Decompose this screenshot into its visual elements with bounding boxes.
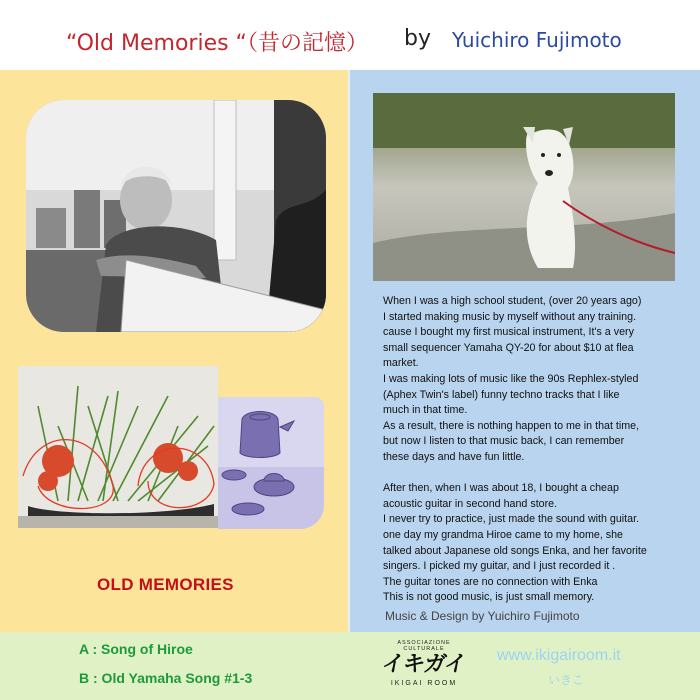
- story-line: This is not good music, is just small memory.: [383, 591, 595, 604]
- story-line: I was making lots of music like the 90s Rephlex-styled: [383, 372, 639, 385]
- story-line: acoustic guitar in second hand store.: [383, 497, 558, 510]
- story-line: talked about Japanese old songs Enka, and her favorite: [383, 544, 647, 557]
- logo-association-text: ASSOCIAZIONE CULTURALE: [397, 640, 451, 652]
- website-link[interactable]: www.ikigairoom.it: [497, 647, 621, 664]
- story-line: market.: [383, 357, 419, 370]
- story-line: singers. I picked my guitar, and I just recorded it .: [383, 560, 616, 573]
- story-line: The guitar tones are no connection with Enka: [383, 575, 598, 588]
- story-line: but now I listen to that music back, I can remember: [383, 435, 625, 448]
- track-b: B : Old Yamaha Song #1-3: [79, 670, 253, 686]
- logo-room-text: IKIGAI ROOM: [390, 680, 458, 687]
- panel-divider: [348, 70, 350, 632]
- album-title: “Old Memories “（昔の記憶）: [66, 31, 368, 56]
- flower-arrangement-photo: [18, 366, 218, 528]
- story-line: When I was a high school student, (over 20 years ago): [383, 295, 642, 307]
- ikigai-room-logo: [380, 640, 468, 692]
- story-line: one day my grandma Hiroe came to my home, she: [383, 528, 623, 541]
- old-memories-caption: OLD MEMORIES: [97, 575, 234, 594]
- story-line: I started making music by myself without any training.: [383, 310, 637, 323]
- story-line: small sequencer Yamaha QY-20 for about $10 at flea: [383, 341, 634, 354]
- story-line: (Aphex Twin's label) funny techno tracks that I like: [383, 388, 620, 401]
- story-text: [383, 294, 675, 606]
- story-line: cause I bought my first musical instrument, It's a very: [383, 326, 634, 339]
- grandma-photo: [26, 100, 326, 332]
- story-line: much in that time.: [383, 404, 468, 417]
- by-label: by: [404, 26, 431, 51]
- logo-kana-text: イキガイ: [379, 652, 468, 677]
- dog-photo: [373, 93, 675, 281]
- website-kana: いきこ: [548, 673, 585, 687]
- story-line: As a result, there is nothing happen to me in that time,: [383, 419, 640, 432]
- story-line: I never try to practice, just made the sound with guitar.: [383, 513, 640, 526]
- track-a: A : Song of Hiroe: [79, 641, 193, 657]
- story-line: After then, when I was about 18, I bought a cheap: [383, 482, 619, 495]
- credit-line: Music & Design by Yuichiro Fujimoto: [385, 609, 580, 623]
- story-line: these days and have fun little.: [383, 450, 525, 463]
- author-name: Yuichiro Fujimoto: [452, 28, 622, 52]
- teapot-photo: [218, 397, 324, 529]
- paragraph-gap: [383, 466, 675, 482]
